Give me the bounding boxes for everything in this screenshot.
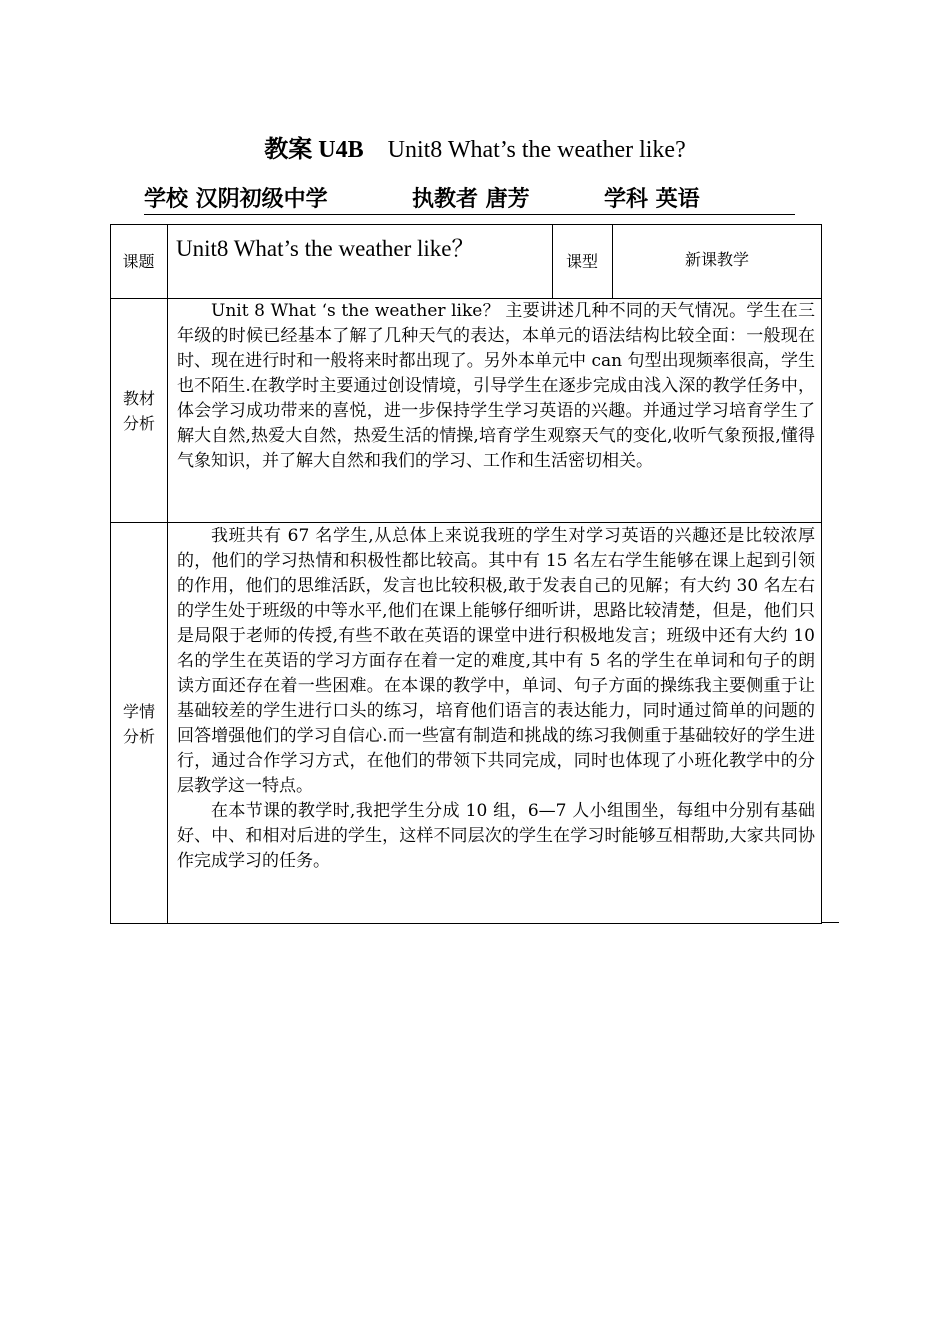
material-analysis (177, 299, 815, 474)
student-paragraph-2: 在本节课的教学时,我把学生分成 10 组，6—7 人小组围坐，每组中分别有基础好、中、和相对后进的学生，这样不同层次的学生在学习时能够互相帮助,大家共同协作完成学习的任务。 (177, 801, 815, 871)
student-analysis (177, 524, 815, 874)
title-prefix: 教案 U4B (264, 137, 364, 163)
students-label: 学情分析 (122, 702, 155, 746)
table-divider (167, 224, 168, 924)
title-unit: Unit8 What’s the weather like? (387, 137, 686, 163)
info-line (144, 184, 795, 215)
school-field: 学校 汉阴初级中学 (144, 186, 328, 212)
subject-field: 学科 英语 (604, 186, 700, 212)
material-label: 教材分析 (122, 389, 155, 433)
table-divider (821, 922, 839, 923)
topic-label: 课题 (122, 252, 155, 271)
teacher-field: 执教者 唐芳 (412, 186, 530, 212)
page-title (0, 134, 950, 166)
table-divider (110, 522, 822, 523)
type-value: 新课教学 (684, 250, 749, 269)
student-paragraph-1: 我班共有 67 名学生,从总体上来说我班的学生对学习英语的兴趣还是比较浓厚的，他们的学习热情和积极性都比较高。其中有 15 名左右学生能够在课上起到引领的作用，他们的思维活跃，发言也比较积极,敢于发表自己的见解；有大约 30 名左右的学生处于班级的中等水平,他们在课上能够仔细听讲，思路比较清楚，但是，他们只是局限于老师的传授,有些不敢在英语的课堂中进行积极地发言；班级中还有大约 10 名的学生在英语的学习方面存在着一定的难度,其中有 5 名的学生在单词和句子的朗读方面还存在着一些困难。在本课的教学中，单词、句子方面的操练我主要侧重于让基础较差的学生进行口头的练习，培育他们语言的表达能力，同时通过简单的问题的回答增强他们的学习自信心.而一些富有制造和挑战的练习我侧重于基础较好的学生进行，通过合作学习方式，在他们的带领下共同完成，同时也体现了小班化教学中的分层教学这一特点。 (177, 526, 815, 796)
material-paragraph: Unit 8 What ‘s the weather like？ 主要讲述几种不同的天气情况。学生在三年级的时候已经基本了解了几种天气的表达，本单元的语法结构比较全面：一般现在时、现在进行时和一般将来时都出现了。另外本单元中 can 句型出现频率很高，学生也不陌生.在教学时主要通过创设情境，引导学生在逐步完成由浅入深的教学任务中，体会学习成功带来的喜悦，进一步保持学生学习英语的兴趣。并通过学习培育学生了解大自然,热爱大自然，热爱生活的情操,培育学生观察天气的变化,收听气象预报,懂得气象知识，并了解大自然和我们的学习、工作和生活密切相关。 (177, 301, 815, 471)
topic-value: Unit8 What’s the weather like？ (176, 236, 475, 261)
type-label: 课型 (565, 252, 598, 271)
